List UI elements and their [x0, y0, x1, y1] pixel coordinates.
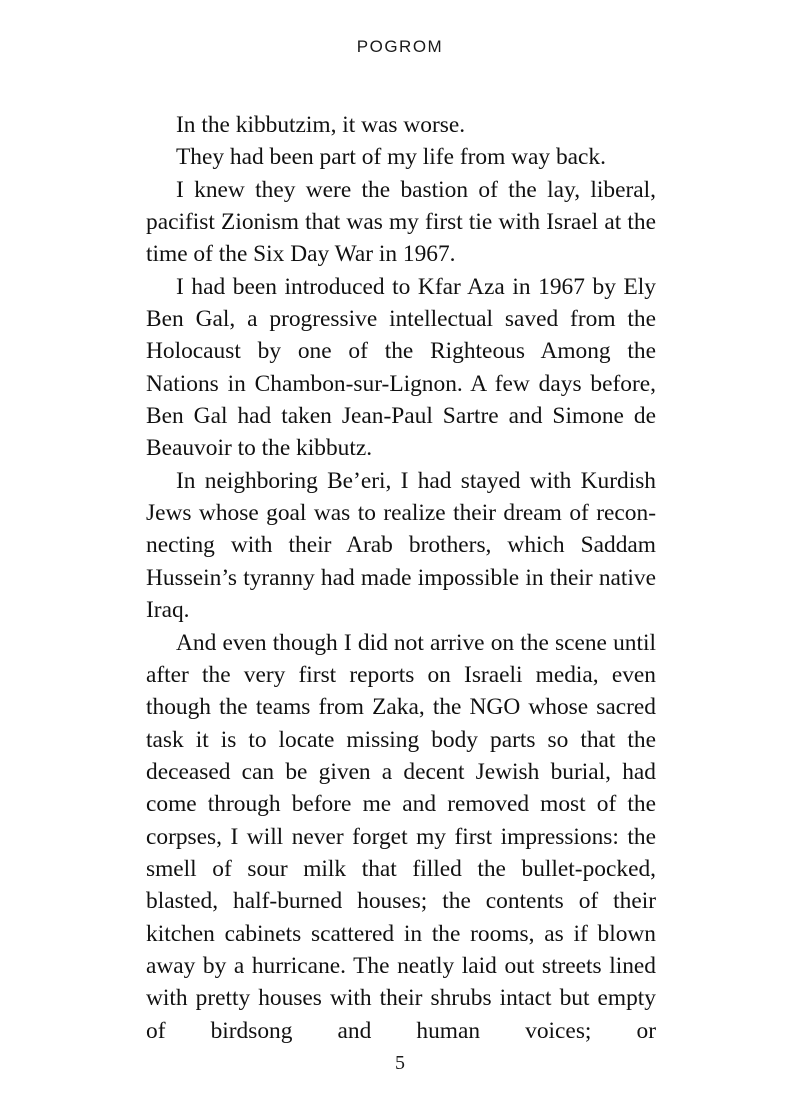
paragraph: And even though I did not arrive on the scene until after the very first reports on Israeli media, even though the teams from Zaka, the NGO whose sacred task it is to locate missing body parts so that the deceased can be given a decent Jewish burial, had come through before me and removed most of the corpses, I will never forget my first impressions: the smell of sour milk that filled the bullet-pocked, blasted, half-burned houses; the contents of their kitchen cabinets scattered in the rooms, as if blown away by a hurricane. The neatly laid out streets lined with pretty houses with their shrubs intact but empty of birdsong and human voices; or	[146, 629, 656, 1044]
paragraph: I had been introduced to Kfar Aza in 1967 by Ely Ben Gal, a progressive intellectual saved from the Holocaust by one of the Righteous Among the Nations in Chambon-sur-Lignon. A few days before, Ben Gal had taken Jean-Paul Sartre and Simone de Beauvoir to the kibbutz.	[146, 273, 656, 462]
running-head: POGROM	[356, 37, 444, 56]
paragraph: They had been part of my life from way back.	[176, 144, 606, 171]
paragraph: In the kibbutzim, it was worse.	[176, 112, 466, 138]
paragraph: In neighboring Be’eri, I had stayed with Kurdish Jews whose goal was to realize their dream of reconnecting with their Arab brothers, which Saddam Hussein’s tyranny had made impossible in their native Iraq.	[146, 467, 656, 624]
body-text	[146, 109, 656, 1047]
page-number: 5	[395, 1052, 405, 1074]
paragraph: I knew they were the bastion of the lay, liberal, pacifist Zionism that was my first tie with Israel at the time of the Six Day War in 1967.	[146, 176, 656, 268]
